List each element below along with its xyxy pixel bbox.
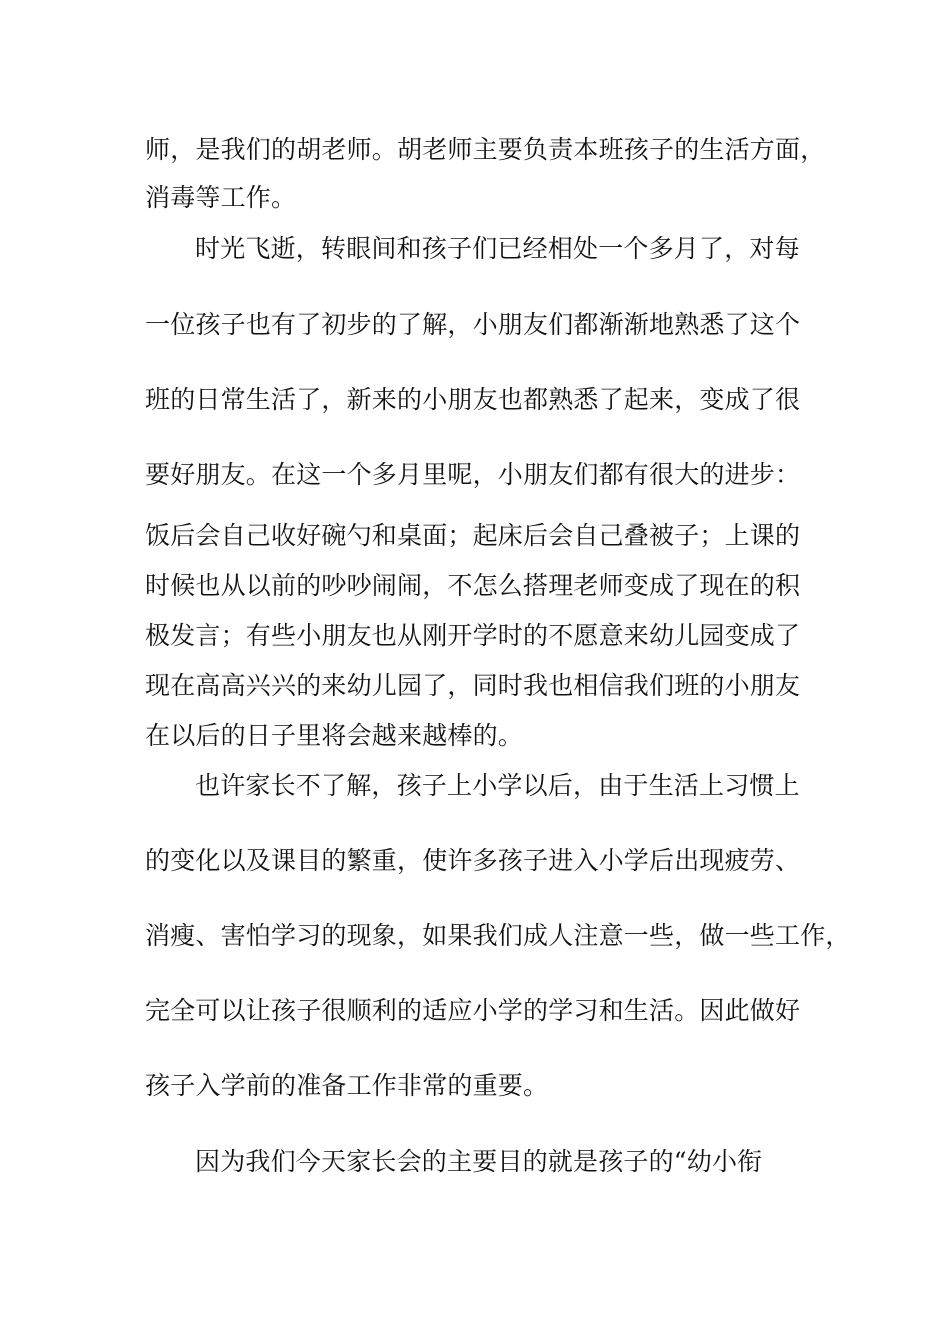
text-line: 完全可以让孩子很顺利的适应小学的学习和生活。因此做好 <box>145 996 801 1025</box>
text-line: 的变化以及课目的繁重，使许多孩子进入小学后出现疲劳、 <box>145 846 801 875</box>
text-line: 要好朋友。在这一个多月里呢，小朋友们都有很大的进步： <box>145 460 801 489</box>
text-line: 饭后会自己收好碗勺和桌面；起床后会自己叠被子；上课的 <box>145 521 801 550</box>
text-line: 一位孩子也有了初步的了解，小朋友们都渐渐地熟悉了这个 <box>145 310 801 339</box>
text-line: 在以后的日子里将会越来越棒的。 <box>145 721 524 750</box>
text-line: 消瘦、害怕学习的现象，如果我们成人注意一些，做一些工作， <box>145 921 851 950</box>
text-line: 现在高高兴兴的来幼儿园了，同时我也相信我们班的小朋友 <box>145 671 801 700</box>
text-line: 消毒等工作。 <box>145 183 297 212</box>
paragraph-start-line: 也许家长不了解，孩子上小学以后，由于生活上习惯上 <box>195 771 800 800</box>
text-line: 时候也从以前的吵吵闹闹，不怎么搭理老师变成了现在的积 <box>145 571 801 600</box>
text-line: 极发言；有些小朋友也从刚开学时的不愿意来幼儿园变成了 <box>145 621 801 650</box>
text-line: 班的日常生活了，新来的小朋友也都熟悉了起来，变成了很 <box>145 385 801 414</box>
text-line: 师，是我们的胡老师。胡老师主要负责本班孩子的生活方面， <box>145 135 826 164</box>
text-line: 孩子入学前的准备工作非常的重要。 <box>145 1071 549 1100</box>
paragraph-start-line: 时光飞逝，转眼间和孩子们已经相处一个多月了，对每 <box>195 234 800 263</box>
paragraph-start-line: 因为我们今天家长会的主要目的就是孩子的“幼小衔 <box>195 1147 763 1176</box>
